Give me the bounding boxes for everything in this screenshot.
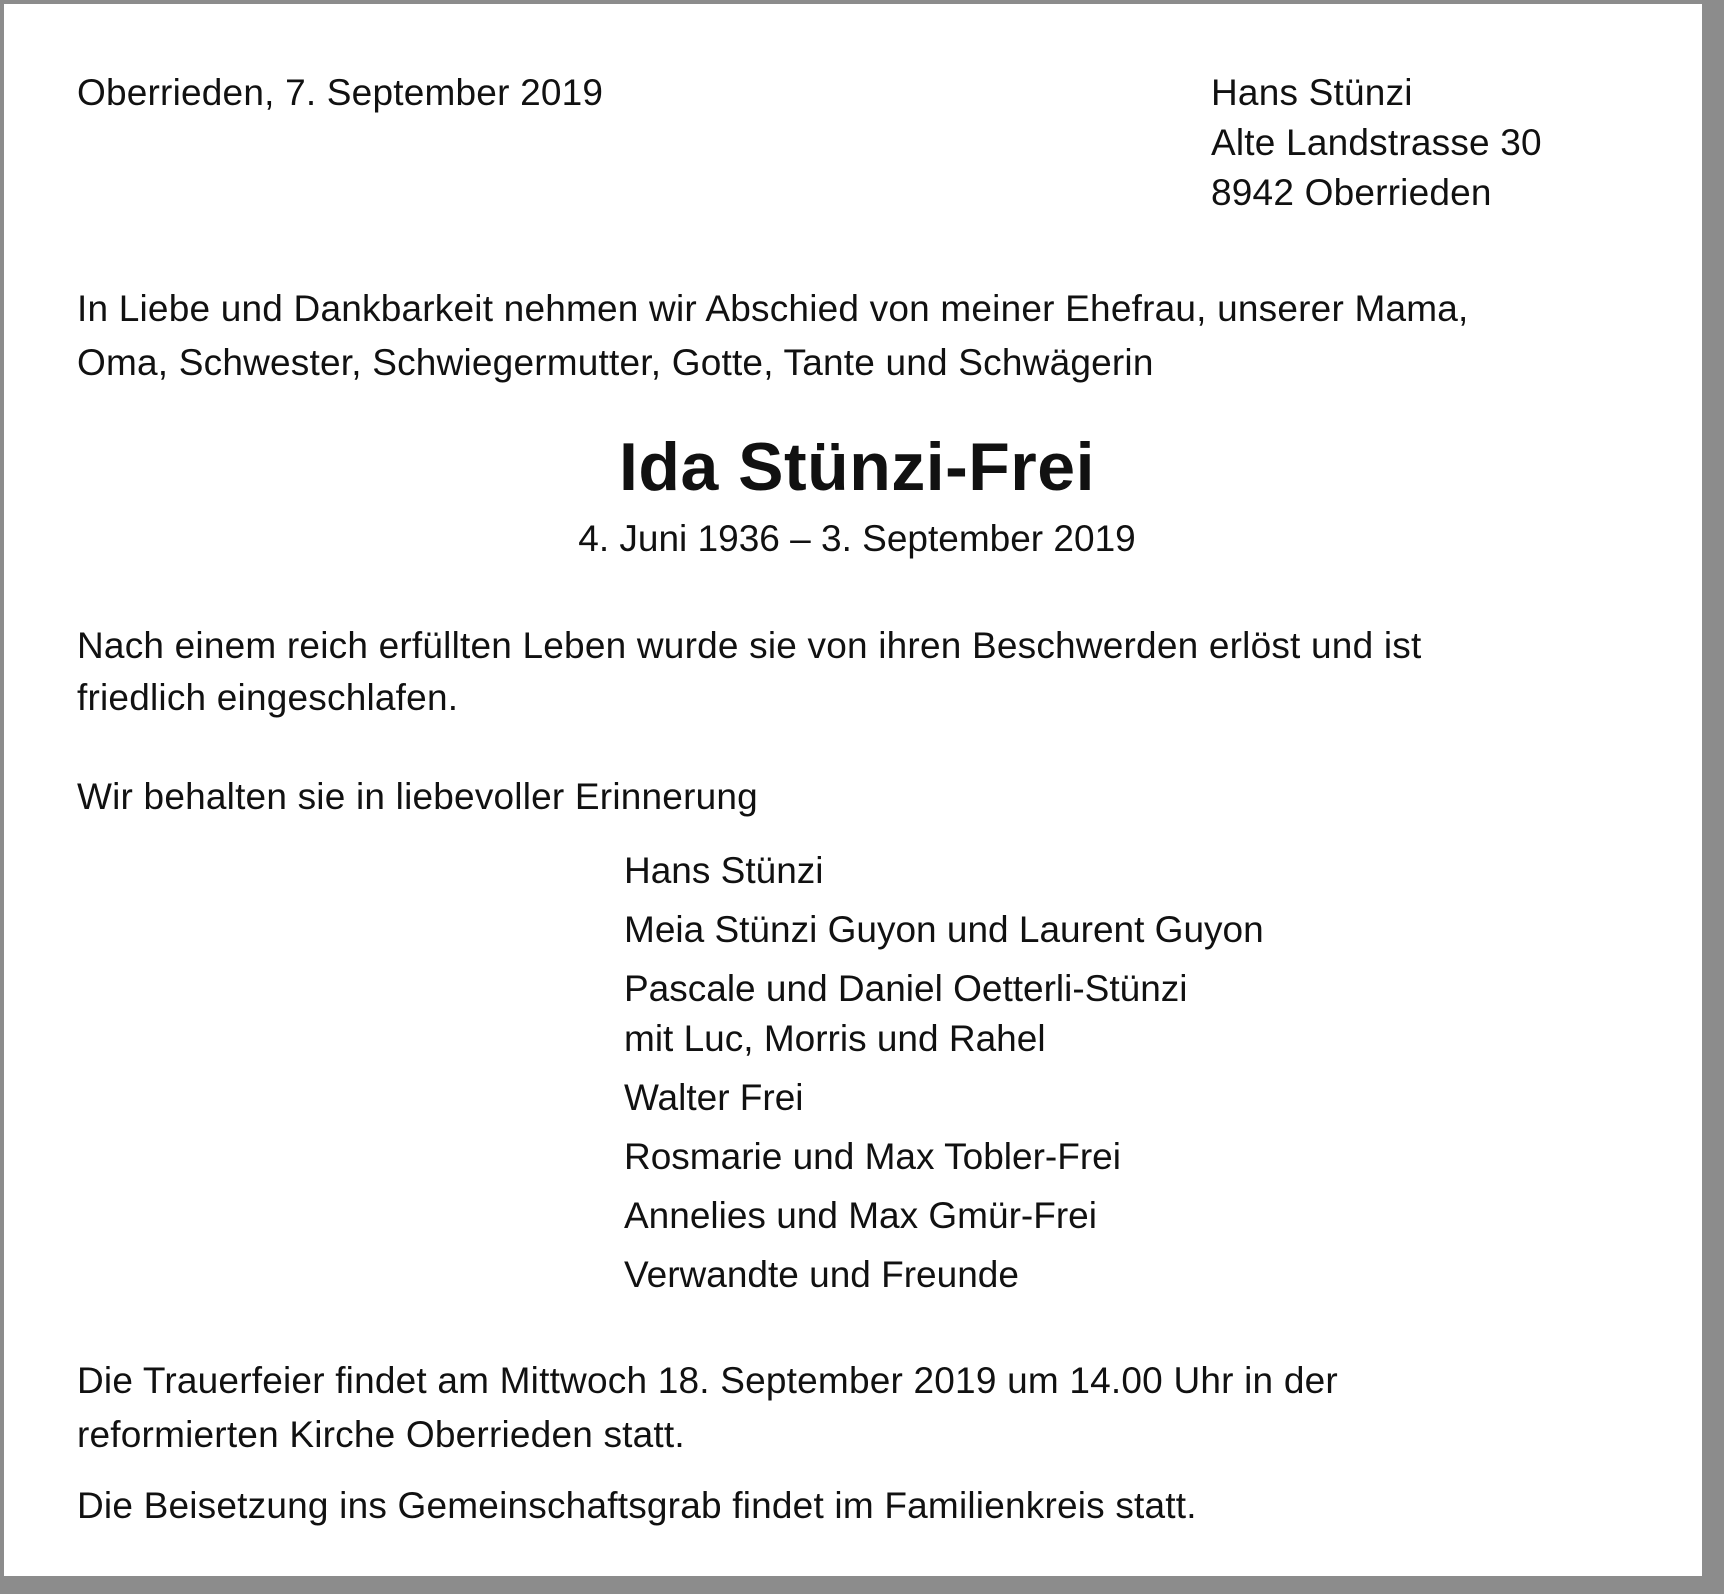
mourner-item: Meia Stünzi Guyon und Laurent Guyon: [624, 909, 1264, 950]
life-dates: 4. Juni 1936 – 3. September 2019: [578, 518, 1136, 559]
mourner-item: Pascale und Daniel Oetterli-Stünzi: [624, 968, 1188, 1009]
sender-name: Hans Stünzi: [1211, 72, 1413, 113]
mourner-item: Verwandte und Freunde: [624, 1254, 1019, 1295]
sender-address: [1211, 68, 1542, 218]
intro-line-1: In Liebe und Dankbarkeit nehmen wir Abschied von meiner Ehefrau, unserer Mama,: [77, 288, 1469, 329]
intro-text: [77, 282, 1657, 390]
mourner-item: Hans Stünzi: [624, 850, 824, 891]
mourner-item: Walter Frei: [624, 1077, 804, 1118]
funeral-info: [77, 1354, 1338, 1462]
place-date: Oberrieden, 7. September 2019: [77, 72, 604, 113]
mourner-item: Annelies und Max Gmür-Frei: [624, 1195, 1097, 1236]
paragraph-memory: Wir behalten sie in liebevoller Erinnerung: [77, 776, 758, 817]
paragraph-life-line-2: friedlich eingeschlafen.: [77, 677, 459, 718]
mourner-item: Rosmarie und Max Tobler-Frei: [624, 1136, 1121, 1177]
mourner-item-group: [624, 964, 1264, 1064]
mourner-item-sub: mit Luc, Morris und Rahel: [624, 1018, 1046, 1059]
mourners-list: [624, 846, 1264, 1309]
deceased-name: Ida Stünzi-Frei: [619, 429, 1095, 505]
paragraph-life-line-1: Nach einem reich erfüllten Leben wurde sie von ihren Beschwerden erlöst und ist: [77, 625, 1422, 666]
paragraph-life: [77, 620, 1421, 724]
burial-info: Die Beisetzung ins Gemeinschaftsgrab findet im Familienkreis statt.: [77, 1485, 1197, 1526]
funeral-info-line-1: Die Trauerfeier findet am Mittwoch 18. September 2019 um 14.00 Uhr in der: [77, 1360, 1338, 1401]
funeral-info-line-2: reformierten Kirche Oberrieden statt.: [77, 1414, 685, 1455]
sender-city: 8942 Oberrieden: [1211, 172, 1492, 213]
intro-line-2: Oma, Schwester, Schwiegermutter, Gotte, Tante und Schwägerin: [77, 342, 1154, 383]
sender-street: Alte Landstrasse 30: [1211, 122, 1542, 163]
